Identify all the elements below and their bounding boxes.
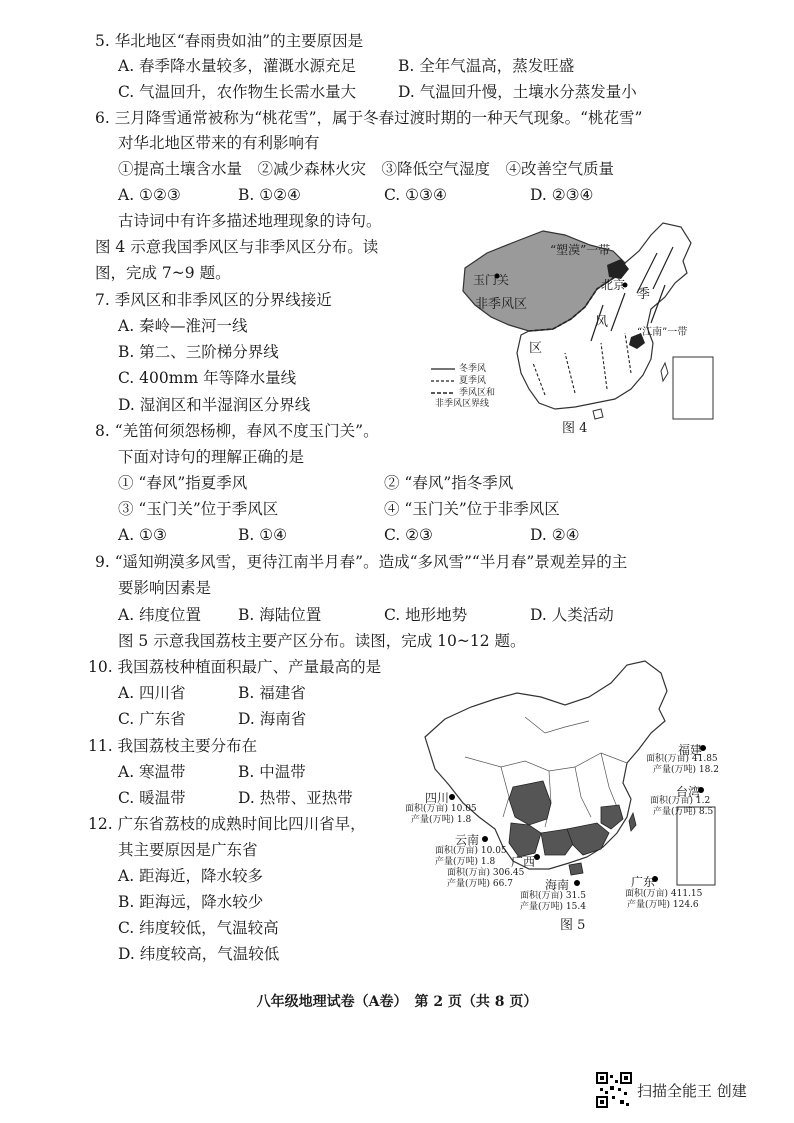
- label-shuomo: “塑漠”一带: [550, 243, 611, 257]
- guangxi-area-value: 面积(万亩) 306.45: [447, 868, 525, 878]
- figure-4-monsoon-map: [425, 213, 725, 435]
- scanner-watermark: 扫描全能王 创建: [637, 1082, 747, 1100]
- label-ji: 季: [637, 287, 651, 302]
- option-7d: D. 湿润区和半湿润区分界线: [118, 396, 311, 414]
- option-12a: A. 距海近，降水较多: [118, 867, 264, 885]
- legend-boundary-label-1: 季风区和: [459, 388, 496, 398]
- fujian-area-value: 面积(万亩) 41.85: [646, 754, 718, 764]
- item-8-2: ② “春风”指冬季风: [384, 474, 514, 492]
- option-6c: C. ①③④: [384, 186, 447, 204]
- label-hainan: 海南: [545, 878, 570, 892]
- question-11: 11. 我国荔枝主要分布在: [88, 737, 258, 755]
- option-12c: C. 纬度较低，气温较高: [118, 919, 279, 937]
- question-8: 8. “羌笛何须怨杨柳，春风不度玉门关”。: [95, 422, 379, 440]
- option-5a: A. 春季降水量较多，灌溉水源充足: [118, 57, 357, 75]
- option-9a: A. 纬度位置: [118, 606, 202, 624]
- question-9-cont: 要影响因素是: [118, 579, 212, 597]
- page-footer: 八年级地理试卷（A卷） 第 2 页（共 8 页）: [256, 994, 538, 1010]
- label-taiwan: 台湾: [676, 785, 701, 799]
- option-10a: A. 四川省: [118, 684, 186, 702]
- option-6a: A. ①②③: [118, 186, 181, 204]
- taiwan-island: [661, 363, 668, 381]
- option-7a: A. 秦岭—淮河一线: [118, 317, 248, 335]
- yunnan-output-value: 产量(万吨) 1.8: [435, 857, 496, 867]
- item-8-1: ① “春风”指夏季风: [118, 474, 248, 492]
- label-guangdong: 广东: [631, 875, 656, 889]
- option-6b: B. ①②④: [238, 186, 301, 204]
- taiwan-output-value: 产量(万吨) 8.5: [653, 807, 714, 817]
- figure-5-lychee-map: [405, 657, 725, 933]
- option-10d: D. 海南省: [238, 710, 307, 728]
- yunnan-area-value: 面积(万亩) 10.05: [435, 846, 507, 856]
- label-yunnan: 云南: [455, 833, 480, 847]
- question-6-items: ①提高土壤含水量 ②减少森林火灾 ③降低空气湿度 ④改善空气质量: [118, 160, 615, 178]
- taiwan-area-value: 面积(万亩) 1.2: [650, 796, 711, 806]
- legend-winter-label: 冬季风: [459, 364, 487, 374]
- option-11a: A. 寒温带: [118, 763, 186, 781]
- label-non-monsoon: 非季风区: [475, 297, 528, 312]
- label-sichuan: 四川: [425, 791, 450, 805]
- option-9c: C. 地形地势: [384, 606, 468, 624]
- label-beijing: 北京: [601, 278, 626, 292]
- option-8c: C. ②③: [384, 526, 433, 544]
- option-9d: D. 人类活动: [530, 606, 614, 624]
- question-6: 6. 三月降雪通常被称为“桃花雪”，属于冬春过渡时期的一种天气现象。“桃花雪”: [95, 109, 643, 127]
- question-8-cont: 下面对诗句的理解正确的是: [118, 448, 305, 466]
- question-6-cont: 对华北地区带来的有利影响有: [118, 134, 320, 152]
- option-9b: B. 海陆位置: [238, 606, 322, 624]
- guangxi-output-value: 产量(万吨) 66.7: [447, 879, 513, 889]
- option-7b: B. 第二、三阶梯分界线: [118, 343, 279, 361]
- sichuan-area-value: 面积(万亩) 10.05: [405, 804, 477, 814]
- option-12b: B. 距海远，降水较少: [118, 893, 264, 911]
- label-guangxi: 广西: [511, 855, 536, 869]
- option-11d: D. 热带、亚热带: [238, 789, 353, 807]
- guangdong-area: [567, 823, 609, 855]
- label-fujian: 福建: [678, 743, 703, 757]
- intro-10-12: 图 5 示意我国荔枝主要产区分布。读图，完成 10~12 题。: [118, 632, 526, 650]
- option-10b: B. 福建省: [238, 684, 306, 702]
- legend-summer-label: 夏季风: [459, 376, 487, 386]
- fujian-output-value: 产量(万吨) 18.2: [653, 765, 719, 775]
- hainan-island: [593, 409, 603, 419]
- option-11c: C. 暖温带: [118, 789, 186, 807]
- option-5c: C. 气温回升，农作物生长需水量大: [118, 83, 357, 101]
- option-10c: C. 广东省: [118, 710, 186, 728]
- item-8-3: ③ “玉门关”位于季风区: [118, 500, 279, 518]
- intro-7-9-line1: 古诗词中有许多描述地理现象的诗句。: [118, 212, 382, 230]
- legend-boundary-label-2: 非季风区界线: [435, 399, 490, 409]
- option-8b: B. ①④: [238, 526, 288, 544]
- yunnan-area: [509, 823, 541, 857]
- hainan-output-value: 产量(万吨) 15.4: [520, 902, 586, 912]
- south-sea-inset: [673, 357, 713, 419]
- option-5b: B. 全年气温高，蒸发旺盛: [398, 57, 575, 75]
- option-8d: D. ②④: [530, 526, 580, 544]
- label-jiangnan: “江南”一带: [637, 327, 688, 338]
- taiwan-area: [629, 813, 636, 831]
- south-sea-inset-5: [677, 807, 715, 885]
- guangdong-area-value: 面积(万亩) 411.15: [625, 889, 703, 899]
- question-12-cont: 其主要原因是广东省: [118, 841, 258, 859]
- label-feng: 风: [595, 315, 609, 330]
- intro-7-9-line2: 图 4 示意我国季风区与非季风区分布。读: [95, 238, 379, 256]
- option-6d: D. ②③④: [530, 186, 594, 204]
- sichuan-output-value: 产量(万吨) 1.8: [411, 815, 472, 825]
- figure-4-caption: 图 4: [562, 421, 588, 436]
- hainan-area: [569, 863, 583, 875]
- question-7: 7. 季风区和非季风区的分界线接近: [95, 291, 332, 309]
- qr-code-icon: [596, 1072, 632, 1108]
- figure-5-caption: 图 5: [560, 918, 586, 933]
- intro-7-9-line3: 图，完成 7~9 题。: [95, 264, 231, 282]
- option-8a: A. ①③: [118, 526, 167, 544]
- question-12: 12. 广东省荔枝的成熟时间比四川省早，: [88, 815, 366, 833]
- label-qu: 区: [529, 341, 543, 356]
- hainan-area-value: 面积(万亩) 31.5: [520, 891, 586, 901]
- sichuan-area: [509, 781, 551, 825]
- question-10: 10. 我国荔枝种植面积最广、产量最高的是: [88, 658, 382, 676]
- option-12d: D. 纬度较高，气温较低: [118, 945, 280, 963]
- question-5: 5. 华北地区“春雨贵如油”的主要原因是: [95, 32, 364, 50]
- question-9: 9. “遥知朔漠多风雪，更待江南半月春”。造成“多风雪”“半月春”景观差异的主: [95, 553, 628, 571]
- option-5d: D. 气温回升慢，土壤水分蒸发量小: [398, 83, 637, 101]
- item-8-4: ④ “玉门关”位于非季风区: [384, 500, 560, 518]
- guangdong-output-value: 产量(万吨) 124.6: [627, 900, 699, 910]
- label-yumenguan: 玉门关: [473, 273, 510, 287]
- option-7c: C. 400mm 年等降水量线: [118, 369, 297, 387]
- option-11b: B. 中温带: [238, 763, 306, 781]
- fujian-area: [601, 805, 623, 829]
